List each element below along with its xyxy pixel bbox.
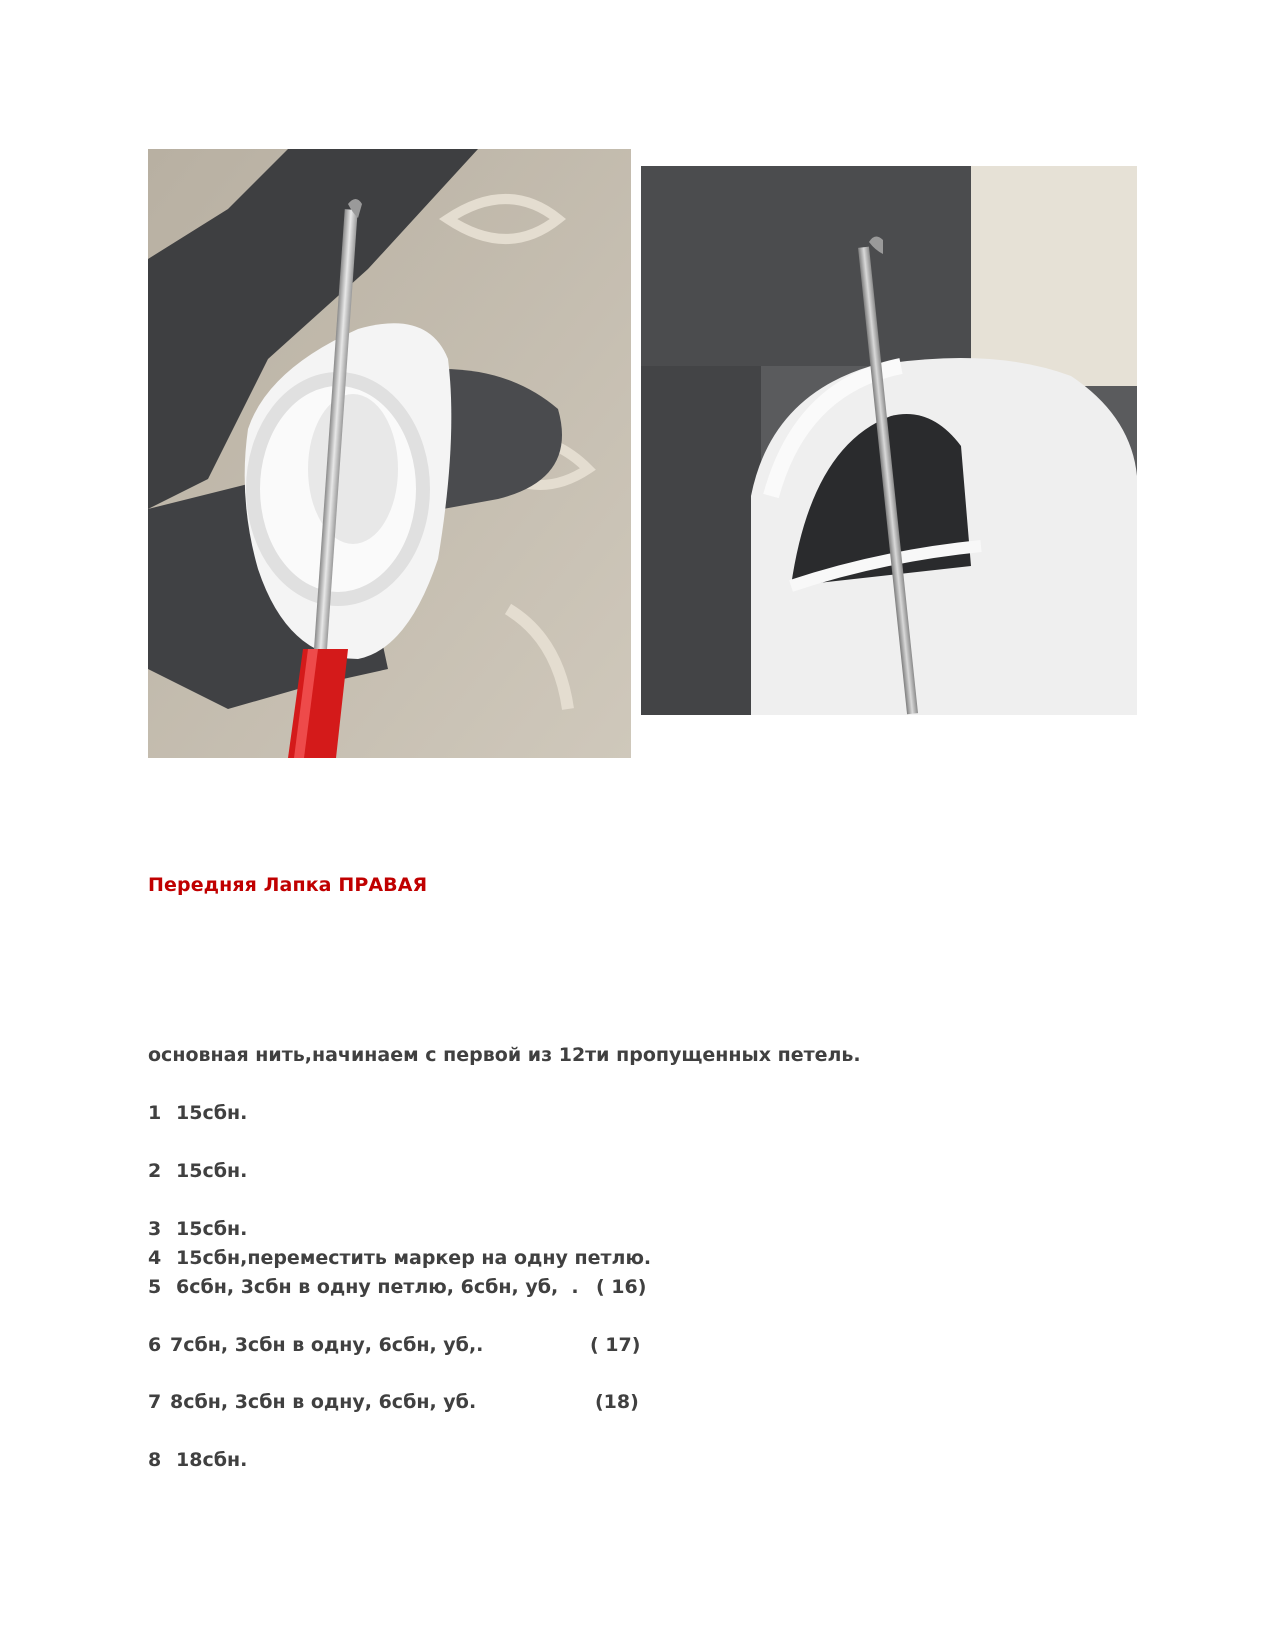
stitch-count: ( 16) xyxy=(596,1276,647,1298)
row-number: 8 xyxy=(148,1449,162,1471)
crochet-photo-icon xyxy=(148,149,631,758)
crochet-photo-icon xyxy=(641,166,1137,715)
row-number: 2 xyxy=(148,1160,162,1182)
row-number: 1 xyxy=(148,1102,162,1124)
list-item xyxy=(148,1102,248,1168)
row-text: 8сбн, 3сбн в одну, 6сбн, уб. xyxy=(170,1391,477,1413)
row-number: 7 xyxy=(148,1391,162,1413)
intro-text: основная нить,начинаем с первой из 12ти пропущенных петель. xyxy=(148,1044,861,1066)
row-text: 6сбн, 3сбн в одну петлю, 6сбн, уб, . xyxy=(176,1276,579,1298)
row-text: 18сбн. xyxy=(176,1449,248,1471)
row-number: 6 xyxy=(148,1334,162,1356)
row-number: 5 xyxy=(148,1276,162,1298)
row-text: 15сбн. xyxy=(176,1102,248,1124)
row-text: 15сбн. xyxy=(176,1160,248,1182)
stitch-count: (18) xyxy=(595,1391,639,1413)
crochet-photo-right xyxy=(641,166,1137,715)
row-text: 15сбн,переместить маркер на одну петлю. xyxy=(176,1247,652,1269)
section-heading: Передняя Лапка ПРАВАЯ xyxy=(148,874,428,896)
list-item xyxy=(148,1449,248,1515)
row-text: 7сбн, 3сбн в одну, 6сбн, уб,. xyxy=(170,1334,484,1356)
row-number: 3 xyxy=(148,1218,162,1240)
stitch-count: ( 17) xyxy=(590,1334,641,1356)
row-text: 15сбн. xyxy=(176,1218,248,1240)
list-item xyxy=(148,1160,248,1226)
crochet-photo-left xyxy=(148,149,631,758)
row-number: 4 xyxy=(148,1247,162,1269)
